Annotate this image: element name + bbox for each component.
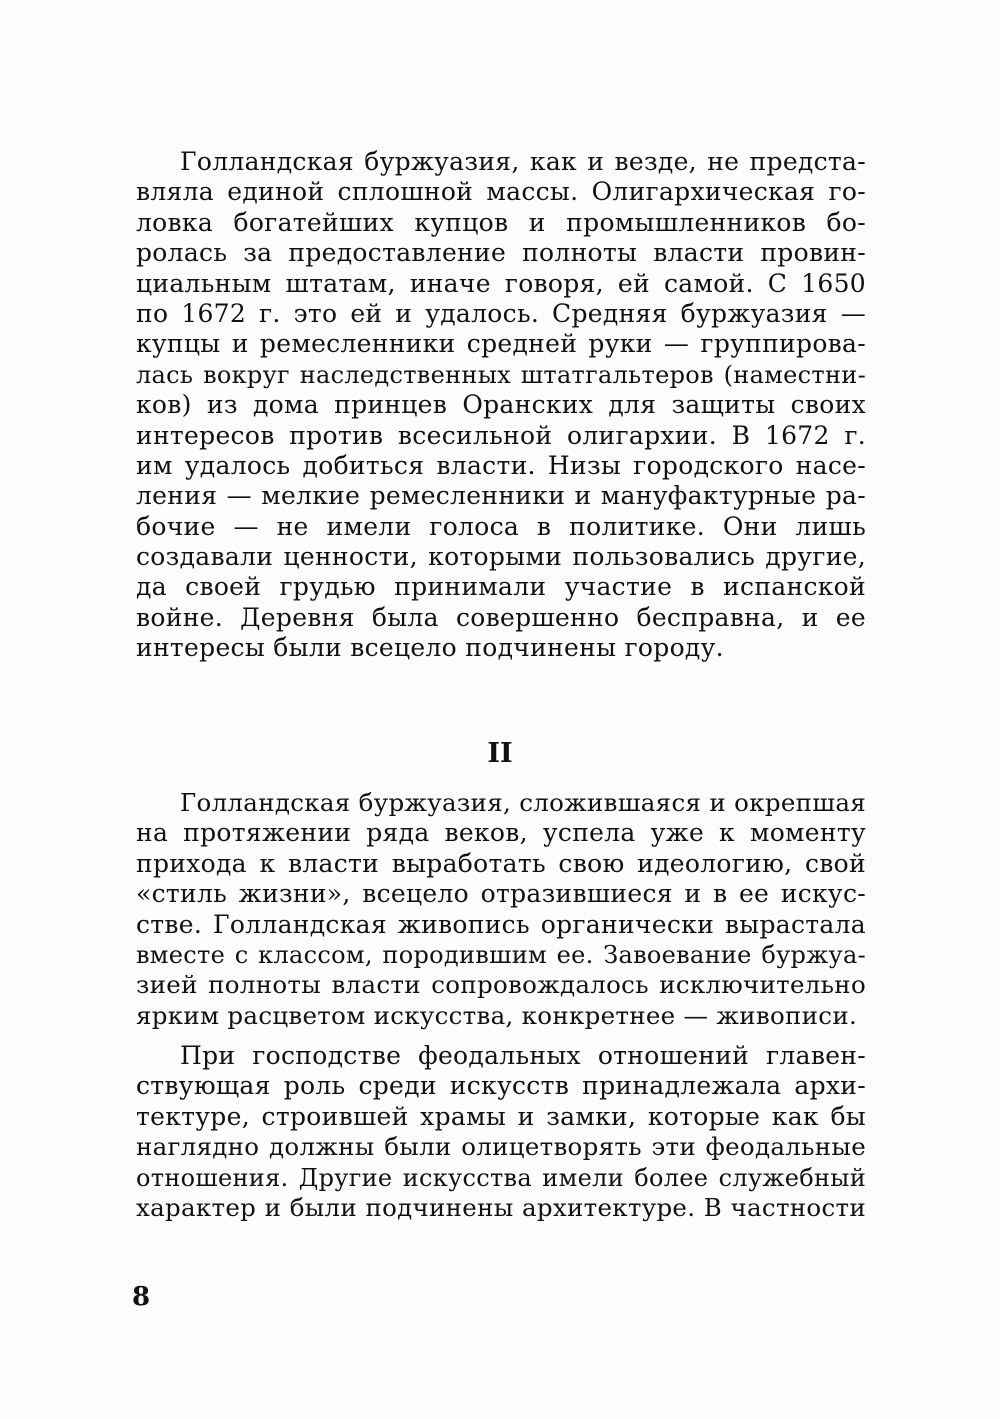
text-line: стве. Голландская живопись органически вырастала — [136, 909, 866, 939]
text-line: ярким расцветом искусства, конкретнее — живописи. — [136, 1000, 858, 1030]
text-line: вляла единой сплошной массы. Олигархическая го- — [136, 177, 866, 207]
text-line: ловка богатейших купцов и промышленников бо- — [136, 207, 866, 237]
text-line: ролась за предоставление полноты власти провин- — [136, 238, 866, 268]
text-line: на протяжении ряда веков, успела уже к моменту — [136, 818, 866, 848]
text-line: лась вокруг наследственных штатгальтеров (наместни- — [136, 360, 866, 389]
text-line: тектуре, строившей храмы и замки, которые как бы — [136, 1101, 866, 1131]
text-line: вместе с классом, породившим ее. Завоевание буржуа- — [136, 940, 866, 969]
text-line: создавали ценности, которыми пользовались другие, — [136, 542, 866, 572]
text-line: ствующая роль среди искусств принадлежала архи- — [136, 1071, 866, 1101]
page-number: 8 — [132, 1282, 151, 1312]
text-line: зией полноты власти сопровождалось исключительно — [136, 970, 866, 1000]
text-line: наглядно должны были олицетворять эти феодальные — [136, 1132, 866, 1162]
paragraph-1 — [136, 147, 866, 664]
text-line: по 1672 г. это ей и удалось. Средняя буржуазия — — [136, 298, 866, 328]
paragraph-3 — [136, 1041, 866, 1223]
text-line: ков) из дома принцев Оранских для защиты своих — [136, 390, 866, 420]
text-line: купцы и ремесленники средней руки — группирова- — [136, 329, 866, 359]
text-line: интересов против всесильной олигархии. В 1672 г. — [136, 420, 866, 450]
text-line: «стиль жизни», всецело отразившиеся и в ее искус- — [136, 879, 866, 909]
text-line: При господстве феодальных отношений главен- — [180, 1041, 866, 1070]
paragraph-2 — [136, 788, 866, 1031]
text-line: войне. Деревня была совершенно бесправна, и ее — [136, 602, 866, 632]
text-line: бочие — не имели голоса в политике. Они лишь — [136, 511, 866, 541]
text-line: Голландская буржуазия, как и везде, не предста- — [180, 147, 866, 176]
text-line: им удалось добиться власти. Низы городского насе- — [136, 450, 866, 480]
text-line: интересы были всецело подчинены городу. — [136, 633, 724, 663]
text-line: прихода к власти выработать свою идеологию, свой — [136, 848, 866, 878]
text-line: циальным штатам, иначе говоря, ей самой. С 1650 — [136, 268, 866, 298]
text-line: характер и были подчинены архитектуре. В частности — [136, 1192, 866, 1222]
text-line: да своей грудью принимали участие в испанской — [136, 572, 866, 602]
section-heading: II — [487, 738, 513, 769]
text-line: Голландская буржуазия, сложившаяся и окрепшая — [180, 788, 866, 817]
text-line: ления — мелкие ремесленники и мануфактурные ра- — [136, 481, 866, 511]
text-line: отношения. Другие искусства имели более служебный — [136, 1163, 866, 1192]
